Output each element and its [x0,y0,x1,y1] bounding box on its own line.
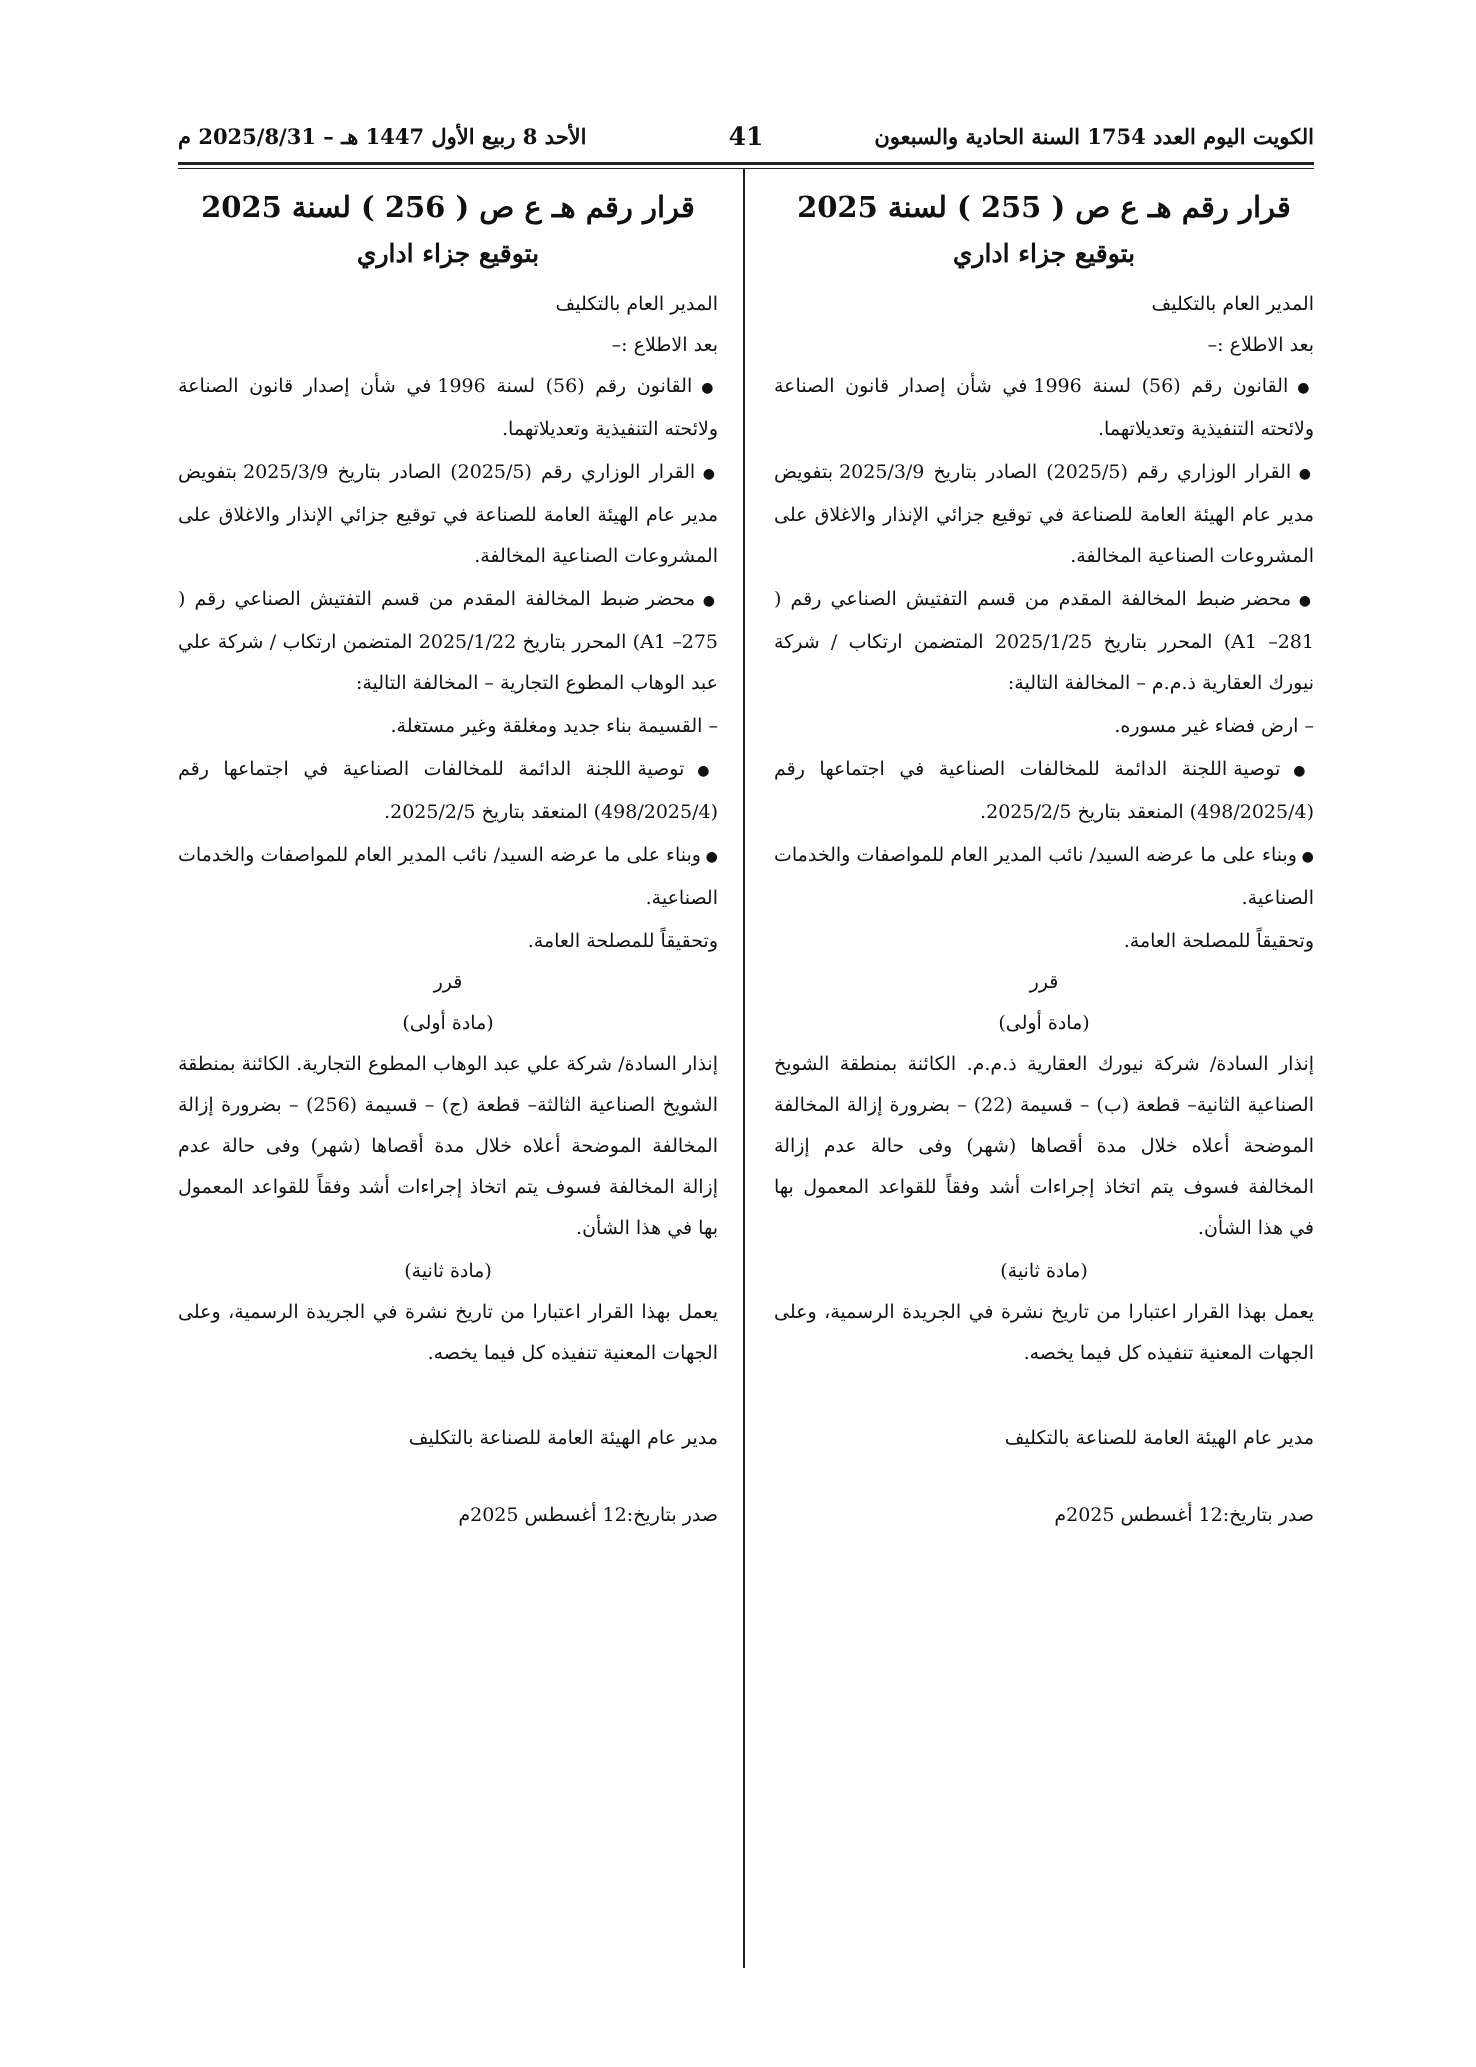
list-item: ● وبناء على ما عرضه السيد/ نائب المدير العام للمواصفات والخدمات الصناعية. [178,835,718,919]
column-divider [743,168,745,1968]
list-item: ● توصية اللجنة الدائمة للمخالفات الصناعية في اجتماعها رقم (498/2025/4) المنعقد بتاريخ 2025/2/5. [178,749,718,833]
decision-subtitle: بتوقيع جزاء اداري [356,239,540,268]
after-review: بعد الاطلاع :– [611,334,718,356]
article-1-title: (مادة أولى) [402,1012,494,1034]
director-line: المدير العام بالتكليف [555,293,718,315]
decision-title: قرار رقم هـ ع ص ( 255 ) لسنة 2025 [797,190,1291,224]
decision-title: قرار رقم هـ ع ص ( 256 ) لسنة 2025 [201,190,695,224]
header-rule-thick [178,162,1314,165]
issue-date: صدر بتاريخ:12 أغسطس 2025م [1054,1504,1314,1526]
public-interest: وتحقيقاً للمصلحة العامة. [1123,930,1314,952]
article-2-text: يعمل بهذا القرار اعتبارا من تاريخ نشرة في الجريدة الرسمية، وعلى الجهات المعنية تنفيذه كل فيما يخصه. [774,1301,1314,1364]
signature-line: مدير عام الهيئة العامة للصناعة بالتكليف [1004,1427,1314,1449]
article-1-text: إنذار السادة/ شركة نيورك العقارية ذ.م.م. الكائنة بمنطقة الشويخ الصناعية الثانية– قطعة (ب) – قسيمة (22) – بضرورة إزالة المخالفة الموضحة أعلاه خلال مدة أقصاها (شهر) وفى حالة عدم إزالة المخالفة فسوف يتم اتخاذ إجراءات أشد وفقاً للقواعد المعمول بها في هذا الشأن. [774,1053,1314,1239]
article-2-title: (مادة ثانية) [404,1260,492,1282]
list-item: ● القرار الوزاري رقم (2025/5) الصادر بتاريخ 2025/3/9 بتفويض مدير عام الهيئة العامة للصناعة في توقيع جزائي الإنذار والاغلاق على المشروعات الصناعية المخالفة. [178,452,718,577]
issue-date: صدر بتاريخ:12 أغسطس 2025م [458,1504,718,1526]
list-item: ● محضر ضبط المخالفة المقدم من قسم التفتيش الصناعي رقم ( A1 –275) المحرر بتاريخ 2025/1/22 المتضمن ارتكاب / شركة علي عبد الوهاب المطوع التجارية – المخالفة التالية: [178,579,718,704]
article-1-title: (مادة أولى) [998,1012,1090,1034]
list-item: ● القانون رقم (56) لسنة 1996 في شأن إصدار قانون الصناعة ولائحته التنفيذية وتعديلاتهما. [178,366,718,450]
public-interest: وتحقيقاً للمصلحة العامة. [527,930,718,952]
list-item: ● القانون رقم (56) لسنة 1996 في شأن إصدار قانون الصناعة ولائحته التنفيذية وتعديلاتهما. [774,366,1314,450]
header-rule-thin [178,168,1314,169]
page-number: 41 [728,122,764,151]
decision-255 [774,178,1314,1536]
violation-line: – ارض فضاء غير مسوره. [1114,715,1314,737]
article-1-text: إنذار السادة/ شركة علي عبد الوهاب المطوع التجارية. الكائنة بمنطقة الشويخ الصناعية الثالثة– قطعة (ج) – قسيمة (256) – بضرورة إزالة المخالفة الموضحة أعلاه خلال مدة أقصاها (شهر) وفى حالة عدم إزالة المخالفة فسوف يتم اتخاذ إجراءات أشد وفقاً للقواعد المعمول بها في هذا الشأن. [178,1053,718,1239]
signature-line: مدير عام الهيئة العامة للصناعة بالتكليف [408,1427,718,1449]
header-date: الأحد 8 ربيع الأول 1447 هـ – 2025/8/31 م [178,124,587,149]
decision-subtitle: بتوقيع جزاء اداري [952,239,1136,268]
article-2-title: (مادة ثانية) [1000,1260,1088,1282]
director-line: المدير العام بالتكليف [1151,293,1314,315]
decided-heading: قرر [433,971,463,993]
list-item: ● توصية اللجنة الدائمة للمخالفات الصناعية في اجتماعها رقم (498/2025/4) المنعقد بتاريخ 2025/2/5. [774,749,1314,833]
list-item: ● وبناء على ما عرضه السيد/ نائب المدير العام للمواصفات والخدمات الصناعية. [774,835,1314,919]
page-header [178,118,1314,162]
list-item: ● القرار الوزاري رقم (2025/5) الصادر بتاريخ 2025/3/9 بتفويض مدير عام الهيئة العامة للصناعة في توقيع جزائي الإنذار والاغلاق على المشروعات الصناعية المخالفة. [774,452,1314,577]
header-issue: الكويت اليوم العدد 1754 السنة الحادية والسبعون [874,124,1314,149]
after-review: بعد الاطلاع :– [1207,334,1314,356]
violation-line: – القسيمة بناء جديد ومغلقة وغير مستغلة. [390,715,718,737]
decided-heading: قرر [1029,971,1059,993]
article-2-text: يعمل بهذا القرار اعتبارا من تاريخ نشرة في الجريدة الرسمية، وعلى الجهات المعنية تنفيذه كل فيما يخصه. [178,1301,718,1364]
decision-256 [178,178,718,1536]
list-item: ● محضر ضبط المخالفة المقدم من قسم التفتيش الصناعي رقم ( A1 –281) المحرر بتاريخ 2025/1/25 المتضمن ارتكاب / شركة نيورك العقارية ذ.م.م – المخالفة التالية: [774,579,1314,704]
